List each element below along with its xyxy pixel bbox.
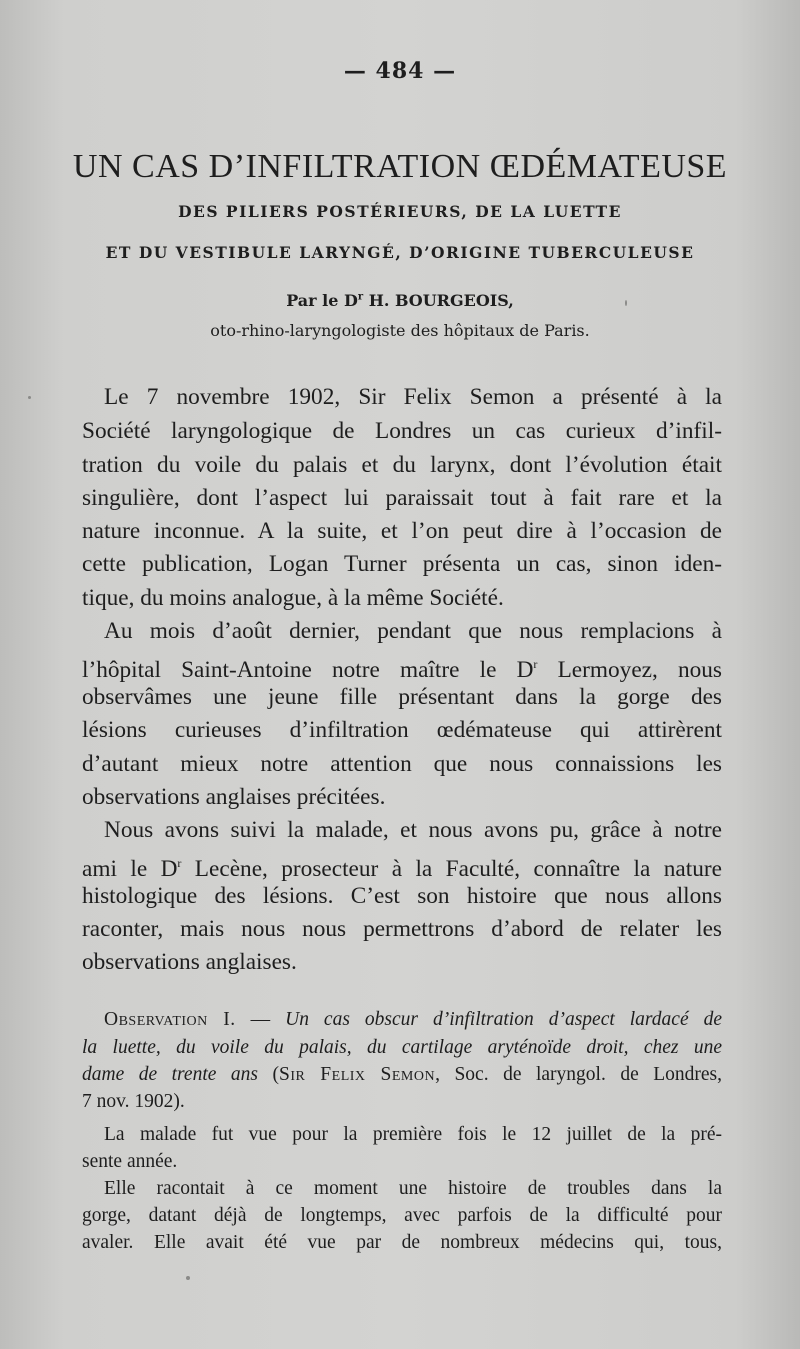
paragraph-3-superscript: r — [177, 856, 182, 870]
observation-title-part-3: dame de trente ans — [82, 1064, 258, 1085]
paragraph-1-line-4: singulière, dont l’aspect lui paraissait tout à fait rare et la — [82, 485, 722, 511]
article-subtitle-line-1: DES PILIERS POSTÉRIEURS, DE LA LUETTE — [178, 202, 622, 221]
paragraph-3-line-2-end: Lecène, prosecteur à la Faculté, connaître la nature — [181, 855, 722, 882]
paragraph-1-line-2: Société laryngologique de Londres un cas curieux d’infil- — [82, 418, 722, 444]
paragraph-2-line-6: observations anglaises précitées. — [82, 784, 386, 810]
paragraph-2-line-2-end: Lermoyez, nous — [537, 656, 722, 683]
author-superscript: r — [357, 291, 364, 303]
observation-heading-line-2 — [82, 1037, 722, 1063]
article-subtitle-line-2: ET DU VESTIBULE LARYNGÉ, D’ORIGINE TUBERCULEUSE — [105, 243, 695, 262]
article-title: UN CAS D’INFILTRATION ŒDÉMATEUSE — [72, 148, 728, 185]
observation-heading-line-1 — [104, 1009, 722, 1035]
paragraph-1-line-1: Le 7 novembre 1902, Sir Felix Semon a présenté à la — [104, 384, 722, 410]
observation-ref-author: Sir Felix Semon — [278, 1064, 436, 1085]
observation-dash: — — [235, 1009, 286, 1030]
small-paragraph-2-line-3: avaler. Elle avait été vue par de nombreux médecins qui, tous, — [82, 1232, 722, 1253]
paragraph-3-line-4: raconter, mais nous nous permettrons d’abord de relater les — [82, 916, 722, 942]
paragraph-2-line-2-start: l’hôpital Saint-Antoine notre maître le D — [82, 656, 534, 683]
paragraph-1-line-7: tique, du moins analogue, à la même Société. — [82, 585, 504, 611]
author-role: oto-rhino-laryngologiste des hôpitaux de Paris. — [210, 321, 590, 340]
paragraph-1-line-5: nature inconnue. A la suite, et l’on peut dire à l’occasion de — [82, 518, 722, 544]
small-paragraph-1-line-2: sente année. — [82, 1151, 178, 1172]
paper-speck — [625, 300, 627, 306]
paragraph-2-line-4: lésions curieuses d’infiltration œdémateuse qui attirèrent — [82, 717, 722, 743]
paper-speck — [186, 1276, 190, 1280]
paragraph-1-line-3: tration du voile du palais et du larynx, dont l’évolution était — [82, 452, 722, 478]
paragraph-3-line-5: observations anglaises. — [82, 949, 297, 975]
paragraph-2-line-1: Au mois d’août dernier, pendant que nous remplacions à — [104, 618, 722, 644]
paragraph-2-line-3: observâmes une jeune fille présentant dans la gorge des — [82, 684, 722, 710]
paragraph-1-line-6: cette publication, Logan Turner présenta un cas, sinon iden- — [82, 551, 722, 577]
observation-title-part-1: Un cas obscur d’infiltration d’aspect lardacé de — [285, 1009, 722, 1030]
paragraph-3-line-2 — [82, 850, 722, 880]
observation-label: Observation I. — [104, 1009, 236, 1030]
observation-title-part-2: la luette, du voile du palais, du cartilage aryténoïde droit, chez une — [82, 1037, 722, 1058]
author-name: H. BOURGEOIS, — [363, 291, 514, 310]
paragraph-2-line-5: d’autant mieux notre attention que nous connaissions les — [82, 751, 722, 777]
small-paragraph-1-line-1: La malade fut vue pour la première fois le 12 juillet de la pré- — [104, 1124, 722, 1145]
paragraph-2-line-2 — [82, 651, 722, 681]
paragraph-3-line-2-start: ami le D — [82, 855, 178, 882]
small-paragraph-2-line-1: Elle racontait à ce moment une histoire de troubles dans la — [104, 1178, 722, 1199]
page-number: — 484 — — [343, 58, 457, 84]
small-paragraph-2-line-2: gorge, datant déjà de longtemps, avec parfois de la difficulté pour — [82, 1205, 722, 1226]
observation-ref-open: ( — [257, 1064, 279, 1085]
observation-heading-line-3 — [82, 1064, 722, 1090]
paragraph-3-line-1: Nous avons suivi la malade, et nous avons pu, grâce à notre — [104, 817, 722, 843]
author-prefix: Par le D — [286, 291, 358, 310]
observation-heading-line-4: 7 nov. 1902). — [82, 1091, 185, 1112]
observation-ref-rest: , Soc. de laryngol. de Londres, — [435, 1064, 722, 1085]
paragraph-2-superscript: r — [533, 657, 538, 671]
paragraph-3-line-3: histologique des lésions. C’est son histoire que nous allons — [82, 883, 722, 909]
author-line — [0, 291, 800, 310]
paper-speck — [28, 396, 31, 399]
